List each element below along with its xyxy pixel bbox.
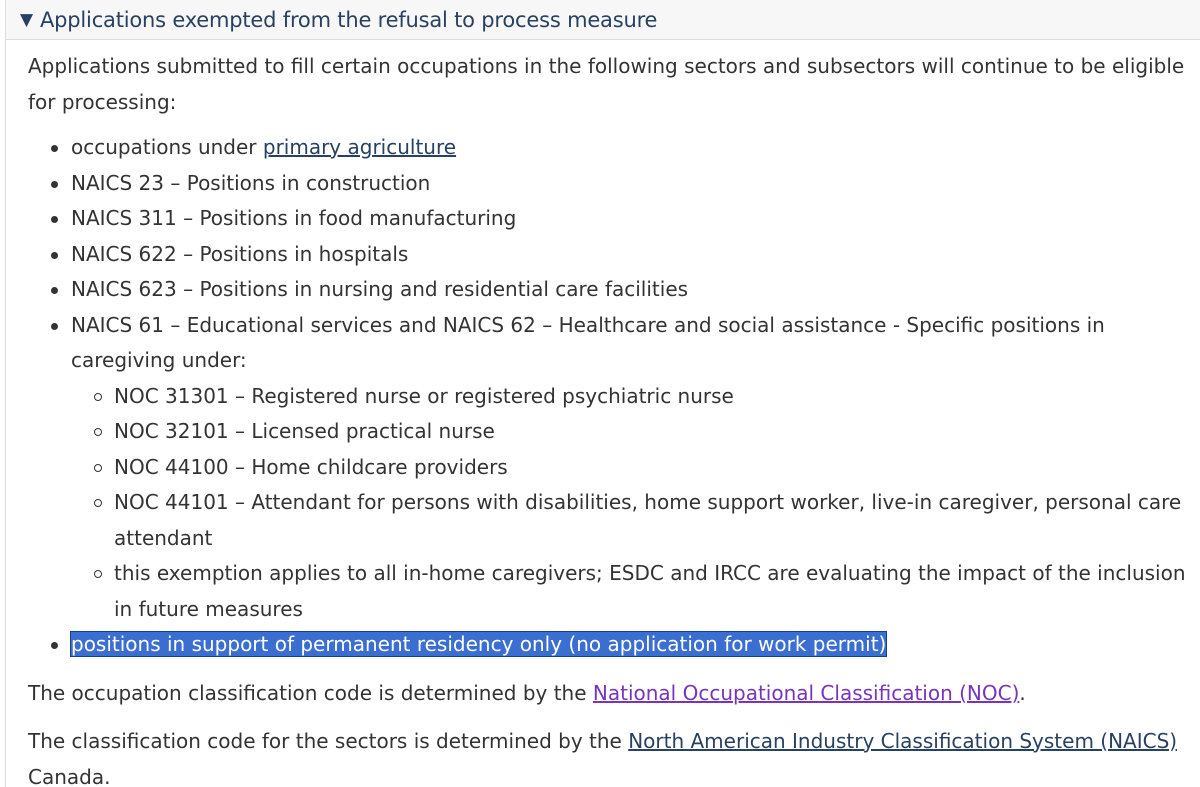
agriculture-prefix: occupations under <box>71 135 263 159</box>
naics-suffix: Canada. <box>28 764 111 787</box>
noc-paragraph <box>28 675 1198 711</box>
list-item-naics-622: NAICS 622 – Positions in hospitals <box>28 237 1198 273</box>
list-item-naics-23: NAICS 23 – Positions in construction <box>28 166 1198 202</box>
section-title: Applications exempted from the refusal to process measure <box>40 7 658 32</box>
exemptions-content <box>28 48 1198 787</box>
noc-prefix: The occupation classification code is determined by the <box>28 680 593 705</box>
list-item-naics-61-62 <box>28 308 1198 628</box>
list-item-permanent-residency <box>28 627 1198 663</box>
list-item-agriculture <box>28 130 1198 166</box>
noc-suffix: . <box>1019 680 1026 705</box>
primary-agriculture-link[interactable]: primary agriculture <box>262 135 457 159</box>
noc-link[interactable]: National Occupational Classification (NOC) <box>592 680 1020 705</box>
sublist-item-noc-31301: NOC 31301 – Registered nurse or registered psychiatric nurse <box>71 379 1198 415</box>
naics-prefix: The classification code for the sectors is determined by the <box>28 728 629 753</box>
sector-list <box>28 130 1198 663</box>
sublist-item-noc-44100: NOC 44100 – Home childcare providers <box>71 450 1198 486</box>
list-item-naics-623: NAICS 623 – Positions in nursing and residential care facilities <box>28 272 1198 308</box>
exemptions-details <box>5 0 1200 787</box>
sublist-item-noc-32101: NOC 32101 – Licensed practical nurse <box>71 414 1198 450</box>
sublist-item-in-home-caregivers: this exemption applies to all in-home caregivers; ESDC and IRCC are evaluating the impact of the inclusion in future measures <box>71 556 1198 627</box>
naics-61-62-text: NAICS 61 – Educational services and NAICS 62 – Healthcare and social assistance - Specific positions in caregiving under: <box>71 312 1105 372</box>
sublist-item-noc-44101: NOC 44101 – Attendant for persons with disabilities, home support worker, live-in caregiver, personal care attendant <box>71 485 1198 556</box>
triangle-down-icon: ▼ <box>20 9 34 30</box>
intro-paragraph: Applications submitted to fill certain occupations in the following sectors and subsectors will continue to be eligible for processing: <box>28 54 1185 114</box>
list-item-naics-311: NAICS 311 – Positions in food manufacturing <box>28 201 1198 237</box>
naics-paragraph <box>28 723 1198 787</box>
naics-link[interactable]: North American Industry Classification System (NAICS) <box>628 728 1178 753</box>
exemptions-summary-toggle[interactable] <box>6 0 1200 40</box>
caregiving-sublist <box>71 379 1198 628</box>
selected-text-permanent-residency: positions in support of permanent residency only (no application for work permit) <box>71 632 887 656</box>
